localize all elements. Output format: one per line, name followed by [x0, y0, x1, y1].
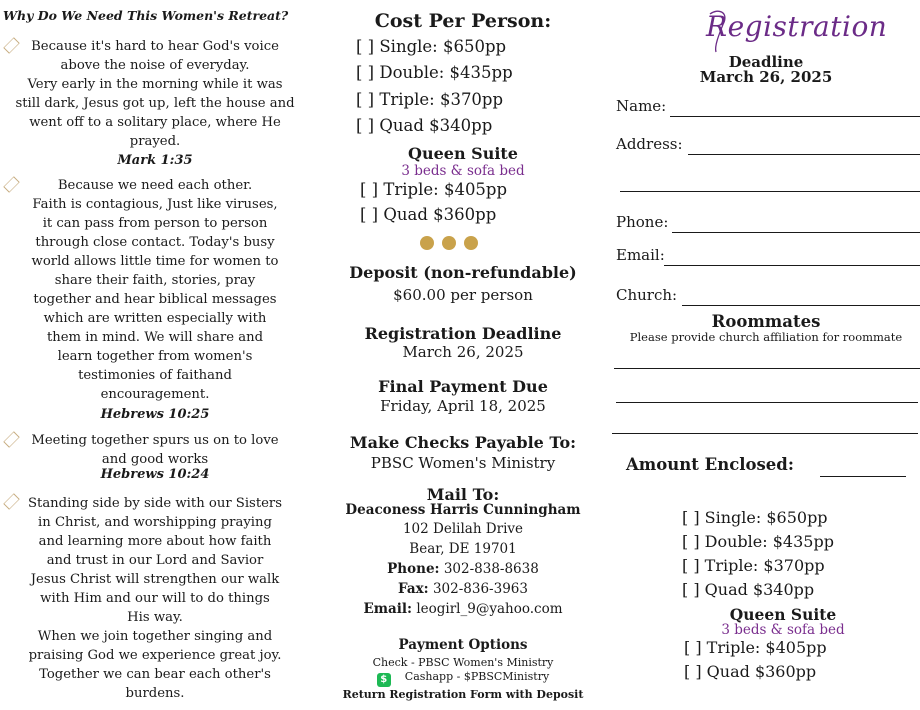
- roommates-heading: Roommates: [711, 312, 821, 331]
- roommate-line-3[interactable]: [612, 433, 918, 434]
- reason-paragraph: Standing side by side with our Sisters in Christ, and worshipping praying and learning more about how faith and trust in our Lord and Savior Jesus Christ will strengthen our walk with Him and our will to do things His way. When we join together singing and praising God we experience great joy. Together we can bear each other's burdens.: [27, 496, 283, 701]
- why-retreat-panel: [0, 0, 310, 710]
- checks-payable-heading: Make Checks Payable To:: [349, 433, 577, 452]
- contact-email: Email: leogirl_9@yahoo.com: [363, 601, 563, 617]
- queen-suite-title: Queen Suite: [408, 144, 518, 163]
- roommates-note: Please provide church affiliation for roommate: [629, 330, 903, 344]
- room-option-quad[interactable]: [ ] Quad $340pp: [356, 116, 493, 135]
- payment-options-heading: Payment Options: [398, 637, 528, 653]
- suite-option-quad[interactable]: [ ] Quad $360pp: [360, 205, 497, 224]
- gold-dot-icon: [464, 236, 478, 250]
- form-suite-option-triple[interactable]: [ ] Triple: $405pp: [684, 638, 827, 657]
- registration-script-title: Registration: [706, 10, 888, 43]
- contact-fax: Fax: 302-836-3963: [398, 581, 528, 597]
- mail-to-heading: Mail To:: [426, 485, 500, 504]
- roommate-line-1[interactable]: [614, 368, 920, 369]
- checks-payable-value: PBSC Women's Ministry: [370, 454, 556, 472]
- name-field-line[interactable]: [670, 116, 920, 117]
- registration-deadline-heading: Registration Deadline: [364, 324, 562, 343]
- registration-deadline-value: March 26, 2025: [402, 343, 524, 361]
- scripture-reference: Mark 1:35: [117, 153, 193, 168]
- room-option-triple[interactable]: [ ] Triple: $370pp: [356, 90, 504, 109]
- reason-paragraph: Because we need each other. Faith is contagious, Just like viruses, it can pass from person to person through close contact. Today's busy world allows little time for women to share their faith, stories, pray together and hear biblical messages which are written especially with them in mind. We will share and learn together from women's testimonies of faithand encouragement.: [31, 178, 279, 402]
- name-field-label: Name:: [616, 97, 667, 115]
- reason-paragraph: Because it's hard to hear God's voice above the noise of everyday. Very early in the morning while it was still dark, Jesus got up, left the house and went off to a solitary place, where He prayed.: [15, 39, 295, 149]
- scripture-reference: Hebrews 10:24: [100, 467, 210, 482]
- address-field-line-2[interactable]: [620, 191, 920, 192]
- payment-check-option: Check - PBSC Women's Ministry: [372, 656, 554, 669]
- gold-dot-icon: [442, 236, 456, 250]
- room-option-double[interactable]: [ ] Double: $435pp: [356, 63, 513, 82]
- room-option-single[interactable]: [ ] Single: $650pp: [356, 37, 507, 56]
- form-queen-suite-subtitle: 3 beds & sofa bed: [721, 622, 845, 638]
- email-field-line[interactable]: [664, 265, 920, 266]
- cost-panel: [318, 0, 608, 710]
- email-field-label: Email:: [616, 246, 665, 264]
- scripture-reference: Hebrews 10:25: [100, 407, 210, 422]
- payment-cashapp-option: $ Cashapp - $PBSCMinistry: [318, 670, 608, 687]
- suite-option-triple[interactable]: [ ] Triple: $405pp: [360, 180, 508, 199]
- reason-paragraph: Meeting together spurs us on to love and good works: [31, 433, 279, 467]
- form-option-single[interactable]: [ ] Single: $650pp: [682, 508, 828, 527]
- return-form-note: Return Registration Form with Deposit: [342, 688, 584, 701]
- gold-dots-divider: [420, 236, 478, 250]
- address-field-label: Address:: [616, 135, 683, 153]
- mail-to-street: 102 Delilah Drive: [402, 521, 524, 537]
- amount-enclosed-label: Amount Enclosed:: [626, 455, 794, 474]
- why-retreat-title: Why Do We Need This Women's Retreat?: [3, 8, 289, 23]
- final-payment-heading: Final Payment Due: [378, 377, 548, 396]
- form-queen-suite-title: Queen Suite: [729, 605, 837, 624]
- mail-to-name: Deaconess Harris Cunningham: [345, 502, 581, 518]
- address-field-line[interactable]: [688, 154, 920, 155]
- roommate-line-2[interactable]: [616, 402, 918, 403]
- form-option-quad[interactable]: [ ] Quad $340pp: [682, 580, 815, 599]
- deadline-date: March 26, 2025: [699, 68, 833, 86]
- deposit-value: $60.00 per person: [393, 286, 533, 304]
- queen-suite-subtitle: 3 beds & sofa bed: [401, 163, 525, 179]
- cost-heading: Cost Per Person:: [374, 10, 552, 32]
- amount-enclosed-line[interactable]: [820, 476, 906, 477]
- deposit-heading: Deposit (non-refundable): [349, 263, 577, 282]
- form-suite-option-quad[interactable]: [ ] Quad $360pp: [684, 662, 817, 681]
- church-field-line[interactable]: [682, 305, 920, 306]
- form-option-double[interactable]: [ ] Double: $435pp: [682, 532, 834, 551]
- mail-to-city: Bear, DE 19701: [409, 541, 517, 557]
- phone-field-label: Phone:: [616, 213, 669, 231]
- church-field-label: Church:: [616, 286, 678, 304]
- contact-phone: Phone: 302-838-8638: [387, 561, 539, 577]
- gold-dot-icon: [420, 236, 434, 250]
- deadline-label: Deadline: [728, 53, 804, 71]
- registration-form-panel: [612, 0, 920, 710]
- dollar-sign-icon: $: [377, 673, 391, 687]
- final-payment-value: Friday, April 18, 2025: [380, 397, 546, 415]
- form-option-triple[interactable]: [ ] Triple: $370pp: [682, 556, 825, 575]
- phone-field-line[interactable]: [672, 232, 920, 233]
